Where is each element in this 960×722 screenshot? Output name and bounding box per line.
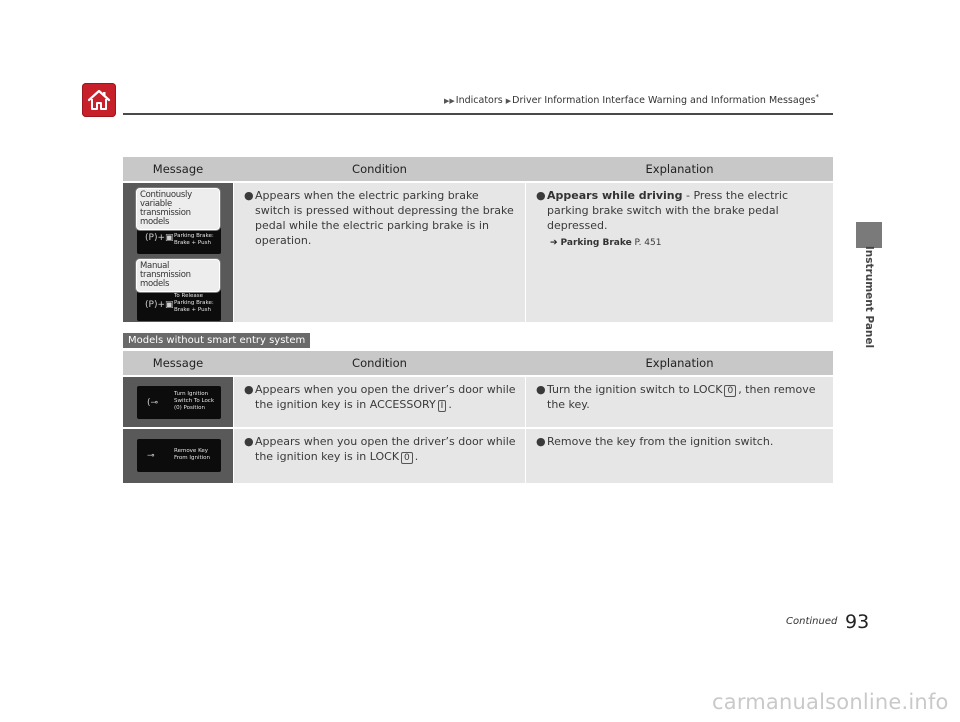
bullet-icon: ● bbox=[244, 435, 254, 448]
table-row bbox=[123, 429, 833, 483]
display-screen: ⊸ Remove Key From Ignition bbox=[137, 439, 221, 472]
message-table-2 bbox=[123, 351, 833, 483]
home-icon bbox=[86, 87, 112, 113]
section-tab-marker[interactable] bbox=[856, 222, 882, 248]
key-position-badge: 0 bbox=[401, 452, 413, 464]
display-screen: (P)+▣ To Release Parking Brake: Brake + Push bbox=[137, 287, 221, 321]
bullet-icon: ● bbox=[536, 383, 546, 396]
message-image bbox=[123, 183, 233, 322]
key-position-badge: I bbox=[438, 400, 447, 412]
explanation-heading: Appears while driving bbox=[547, 189, 683, 202]
explanation-cell: ● Remove the key from the ignition switch. bbox=[526, 429, 833, 483]
message-image bbox=[123, 377, 233, 427]
table-row bbox=[123, 183, 833, 322]
continued-label: Continued bbox=[786, 616, 838, 627]
header-explanation: Explanation bbox=[645, 162, 714, 176]
page-number: 93 bbox=[845, 611, 870, 633]
model-label-cvt: Continuously variable transmission models bbox=[136, 188, 220, 230]
parking-brake-icon: (P)+▣ bbox=[145, 300, 174, 310]
home-button[interactable] bbox=[82, 83, 116, 117]
message-image bbox=[123, 429, 233, 483]
header-message: Message bbox=[152, 162, 204, 176]
message-table-1 bbox=[123, 157, 833, 322]
table-header bbox=[123, 157, 833, 181]
bullet-icon: ● bbox=[244, 189, 254, 202]
key-ignition-icon: (⊸ bbox=[147, 398, 159, 408]
header-condition: Condition bbox=[352, 356, 407, 370]
header-condition: Condition bbox=[352, 162, 407, 176]
breadcrumb-current: Driver Information Interface Warning and Information Messages bbox=[512, 95, 816, 107]
footnote-star: * bbox=[815, 93, 820, 101]
bullet-icon: ● bbox=[536, 435, 546, 448]
table-row bbox=[123, 377, 833, 427]
key-position-badge: 0 bbox=[724, 385, 736, 397]
explanation-cell: ● Turn the ignition switch to LOCK 0 , then remove the key. bbox=[526, 377, 833, 427]
key-icon: ⊸ bbox=[147, 451, 155, 461]
bullet-icon: ● bbox=[244, 383, 254, 396]
breadcrumb-link-indicators[interactable]: Indicators bbox=[455, 95, 503, 107]
display-screen: (⊸ Turn Ignition Switch To Lock (0) Position bbox=[137, 386, 221, 419]
reference-arrow-icon: ➔ bbox=[550, 238, 558, 248]
breadcrumb bbox=[444, 93, 819, 106]
table-header bbox=[123, 351, 833, 375]
condition-cell: ● Appears when you open the driver’s door while the ignition key is in LOCK 0 . bbox=[234, 429, 525, 483]
display-screen: (P)+▣ Parking Brake: Brake + Push bbox=[137, 220, 221, 254]
header-explanation: Explanation bbox=[645, 356, 714, 370]
page-reference-link[interactable]: ➔ Parking Brake P. 451 bbox=[550, 238, 662, 248]
bullet-icon: ● bbox=[536, 189, 546, 202]
breadcrumb-arrow-icon: ▶▶ bbox=[444, 97, 455, 106]
header-rule bbox=[123, 113, 833, 115]
watermark: carmanualsonline.info bbox=[712, 690, 949, 714]
explanation-cell: ● Appears while driving - Press the electric parking brake switch with the brake pedal depressed. ➔ Parking Brake P. 451 bbox=[526, 183, 833, 322]
header-message: Message bbox=[152, 356, 204, 370]
model-label-manual: Manual transmission models bbox=[136, 259, 220, 292]
breadcrumb-arrow-icon: ▶ bbox=[505, 97, 512, 106]
section-subtitle: Models without smart entry system bbox=[123, 333, 310, 348]
condition-cell: ● Appears when you open the driver’s door while the ignition key is in ACCESSORY I . bbox=[234, 377, 525, 427]
condition-cell: ● Appears when the electric parking brake switch is pressed without depressing the brake pedal while the electric parking brake is in operation. bbox=[234, 183, 525, 322]
parking-brake-icon: (P)+▣ bbox=[145, 233, 174, 243]
section-tab-label: Instrument Panel bbox=[863, 245, 875, 349]
